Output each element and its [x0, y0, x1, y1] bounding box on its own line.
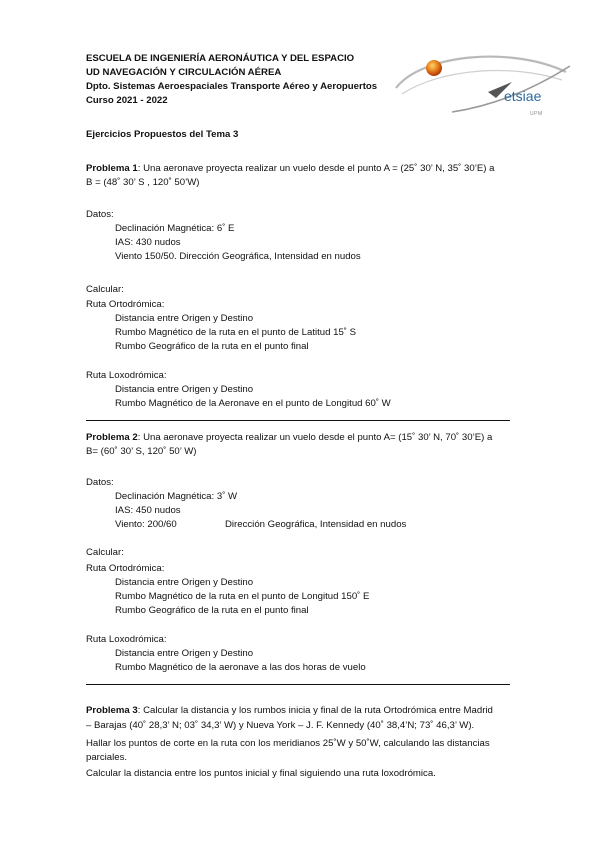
problem-1-ias: IAS: 430 nudos: [115, 237, 181, 248]
school-name: ESCUELA DE INGENIERÍA AERONÁUTICA Y DEL ESPACIO: [86, 53, 355, 64]
etsiae-logo: [392, 46, 572, 120]
course-year: Curso 2021 - 2022: [86, 95, 168, 106]
section-divider: [86, 420, 510, 421]
section-title: Ejercicios Propuestos del Tema 3: [86, 129, 239, 140]
problem-3-statement-line-5: Calcular la distancia entre los puntos inicial y final siguiendo una ruta loxodrómica.: [86, 768, 436, 779]
problem-2-orto-item: Distancia entre Origen y Destino: [115, 577, 254, 588]
problem-2-declinacion: Declinación Magnética: 3˚ W: [115, 491, 238, 502]
problem-1-orto-item: Rumbo Magnético de la ruta en el punto de Latitud 15˚ S: [115, 327, 357, 338]
problem-3-statement-line-2: – Barajas (40˚ 28,3’ N; 03˚ 34,3’ W) y Nueva York – J. F. Kennedy (40˚ 38,4’N; 73˚ 46,3’ W).: [86, 720, 475, 731]
problem-1-orto-item: Rumbo Geográfico de la ruta en el punto final: [115, 341, 309, 352]
problem-1-loxo-item: Rumbo Magnético de la Aeronave en el punto de Longitud 60˚ W: [115, 398, 391, 409]
unit-name: UD NAVEGACIÓN Y CIRCULACIÓN AÉREA: [86, 67, 282, 78]
problem-2-ias: IAS: 450 nudos: [115, 505, 181, 516]
problem-1-datos-heading: Datos:: [86, 209, 114, 220]
problem-1-viento: Viento 150/50. Dirección Geográfica, Intensidad en nudos: [115, 251, 361, 262]
problem-2-statement-line-2: B= (60˚ 30’ S, 120˚ 50’ W): [86, 446, 197, 457]
problem-1-label: Problema 1: [86, 163, 138, 174]
section-divider: [86, 684, 510, 685]
problem-2-loxo-heading: Ruta Loxodrómica:: [86, 634, 167, 645]
problem-1-declinacion: Declinación Magnética: 6˚ E: [115, 223, 235, 234]
problem-1-text: : Una aeronave proyecta realizar un vuelo desde el punto A = (25˚ 30’ N, 35˚ 30’E) a: [137, 163, 495, 174]
problem-2-label: Problema 2: [86, 432, 138, 443]
problem-2-text: : Una aeronave proyecta realizar un vuelo desde el punto A= (15˚ 30’ N, 70˚ 30’E) a: [137, 432, 493, 443]
problem-2-viento: Viento: 200/60: [115, 519, 177, 530]
problem-3-text: : Calcular la distancia y los rumbos inicia y final de la ruta Ortodrómica entre Madrid: [137, 705, 493, 716]
problem-1-statement-line-1: [86, 162, 494, 175]
problem-2-orto-item: Rumbo Geográfico de la ruta en el punto final: [115, 605, 309, 616]
department-name: Dpto. Sistemas Aeroespaciales Transporte Aéreo y Aeropuertos: [86, 81, 378, 92]
problem-3-statement-line-4: parciales.: [86, 752, 128, 763]
problem-2-orto-heading: Ruta Ortodrómica:: [86, 563, 165, 574]
logo-text: etsiae: [504, 88, 542, 104]
problem-1-orto-item: Distancia entre Origen y Destino: [115, 313, 254, 324]
logo-subtext: UPM: [530, 111, 543, 117]
problem-2-loxo-item: Rumbo Magnético de la aeronave a las dos horas de vuelo: [115, 662, 366, 673]
problem-1-calcular-heading: Calcular:: [86, 284, 124, 295]
problem-3-label: Problema 3: [86, 705, 138, 716]
problem-2-datos-heading: Datos:: [86, 477, 114, 488]
problem-3-statement-line-3: Hallar los puntos de corte en la ruta con los meridianos 25˚W y 50˚W, calculando las distancias: [86, 738, 490, 749]
problem-2-loxo-item: Distancia entre Origen y Destino: [115, 648, 254, 659]
problem-1-loxo-item: Distancia entre Origen y Destino: [115, 384, 254, 395]
problem-2-statement-line-1: [86, 431, 492, 444]
problem-2-calcular-heading: Calcular:: [86, 547, 124, 558]
problem-1-loxo-heading: Ruta Loxodrómica:: [86, 370, 167, 381]
problem-2-viento-desc: Dirección Geográfica, Intensidad en nudos: [225, 519, 407, 530]
problem-3-statement-line-1: [86, 704, 493, 717]
problem-1-orto-heading: Ruta Ortodrómica:: [86, 299, 165, 310]
problem-1-statement-line-2: B = (48˚ 30’ S , 120˚ 50’W): [86, 177, 200, 188]
problem-2-orto-item: Rumbo Magnético de la ruta en el punto de Longitud 150˚ E: [115, 591, 370, 602]
